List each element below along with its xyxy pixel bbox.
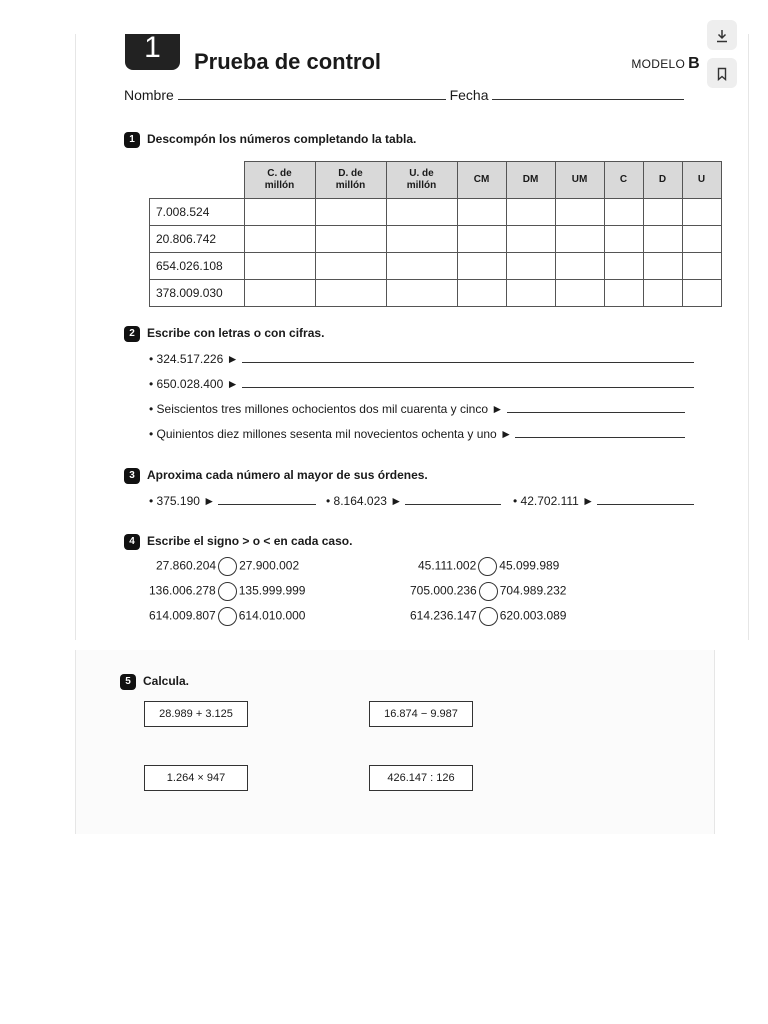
compare-b: 620.003.089	[499, 608, 567, 623]
compare-a: 705.000.236	[410, 583, 477, 598]
q3-item-text: • 375.190 ►	[149, 494, 216, 508]
calc-operation: 426.147 : 126	[369, 765, 473, 791]
comparison-pair	[410, 582, 566, 601]
row-number: 20.806.742	[150, 226, 245, 253]
q2-item-text: • Quinientos diez millones sesenta mil novecientos ochenta y uno ►	[149, 427, 512, 441]
table-cell[interactable]	[506, 199, 555, 226]
col-header: U	[682, 162, 721, 199]
question-number: 3	[124, 468, 140, 484]
question-1	[124, 132, 416, 148]
sign-circle[interactable]	[218, 557, 237, 576]
table-row	[150, 280, 722, 307]
q2-item	[149, 427, 685, 441]
q3-item	[326, 494, 501, 508]
table-cell[interactable]	[604, 226, 643, 253]
comparison-pair	[149, 582, 305, 601]
q2-item-text: • 324.517.226 ►	[149, 352, 239, 366]
table-cell[interactable]	[315, 199, 386, 226]
download-button[interactable]	[707, 20, 737, 50]
question-number: 4	[124, 534, 140, 550]
table-cell[interactable]	[682, 253, 721, 280]
question-4	[124, 534, 352, 550]
table-cell[interactable]	[315, 253, 386, 280]
q3-item-text: • 8.164.023 ►	[326, 494, 403, 508]
col-header: C. de millón	[244, 162, 315, 199]
table-cell[interactable]	[386, 226, 457, 253]
modelo-value: B	[688, 55, 700, 72]
compare-b: 27.900.002	[239, 558, 300, 573]
q2-item	[149, 352, 694, 366]
q2-item-text: • Seiscientos tres millones ochocientos dos mil cuarenta y cinco ►	[149, 402, 504, 416]
table-cell[interactable]	[244, 253, 315, 280]
answer-line[interactable]	[507, 402, 685, 413]
answer-line[interactable]	[405, 494, 501, 505]
table-cell[interactable]	[315, 226, 386, 253]
col-header: U. de millón	[386, 162, 457, 199]
comparison-pair	[149, 607, 305, 626]
sign-circle[interactable]	[479, 582, 498, 601]
decomposition-table	[149, 161, 722, 307]
table-header-row	[150, 162, 722, 199]
question-5	[120, 674, 189, 690]
nombre-label: Nombre	[124, 87, 174, 103]
table-cell[interactable]	[457, 280, 506, 307]
compare-b: 704.989.232	[499, 583, 567, 598]
question-number: 2	[124, 326, 140, 342]
question-instruction: Descompón los números completando la tabla.	[147, 132, 417, 147]
compare-b: 135.999.999	[238, 583, 306, 598]
table-cell[interactable]	[643, 199, 682, 226]
question-instruction: Aproxima cada número al mayor de sus órdenes.	[147, 468, 428, 483]
col-header: UM	[555, 162, 604, 199]
table-cell[interactable]	[457, 199, 506, 226]
modelo-label	[631, 55, 700, 73]
compare-a: 45.111.002	[418, 558, 477, 573]
sign-circle[interactable]	[218, 607, 237, 626]
worksheet-page-1	[75, 34, 749, 640]
table-cell[interactable]	[457, 253, 506, 280]
col-header: C	[604, 162, 643, 199]
comparison-pair	[410, 607, 566, 626]
table-cell[interactable]	[244, 226, 315, 253]
question-3	[124, 468, 428, 484]
table-cell[interactable]	[643, 280, 682, 307]
table-cell[interactable]	[604, 280, 643, 307]
nombre-blank[interactable]	[178, 87, 446, 100]
table-cell[interactable]	[682, 199, 721, 226]
name-date-line	[124, 87, 694, 103]
col-header: D. de millón	[315, 162, 386, 199]
answer-line[interactable]	[242, 352, 694, 363]
answer-line[interactable]	[218, 494, 316, 505]
table-cell[interactable]	[386, 280, 457, 307]
calc-operation: 1.264 × 947	[144, 765, 248, 791]
comparison-pair	[156, 557, 299, 576]
calc-operation: 16.874 − 9.987	[369, 701, 473, 727]
table-cell[interactable]	[506, 253, 555, 280]
bookmark-button[interactable]	[707, 58, 737, 88]
sign-circle[interactable]	[479, 607, 498, 626]
table-cell[interactable]	[315, 280, 386, 307]
header-blank	[150, 162, 245, 199]
comparison-pair	[418, 557, 559, 576]
q3-item	[513, 494, 694, 508]
modelo-text: MODELO	[631, 57, 686, 71]
table-row	[150, 226, 722, 253]
table-cell[interactable]	[555, 253, 604, 280]
col-header: DM	[506, 162, 555, 199]
table-cell[interactable]	[506, 280, 555, 307]
table-cell[interactable]	[643, 226, 682, 253]
question-instruction: Escribe el signo > o < en cada caso.	[147, 534, 353, 549]
calc-operation: 28.989 + 3.125	[144, 701, 248, 727]
answer-line[interactable]	[515, 427, 685, 438]
table-cell[interactable]	[555, 280, 604, 307]
row-number: 654.026.108	[150, 253, 245, 280]
compare-a: 614.009.807	[149, 608, 216, 623]
sign-circle[interactable]	[478, 557, 497, 576]
unit-number-badge: 1	[125, 34, 180, 70]
bookmark-icon	[715, 67, 729, 81]
table-cell[interactable]	[386, 199, 457, 226]
fecha-blank[interactable]	[492, 87, 684, 100]
question-number: 5	[120, 674, 136, 690]
table-row	[150, 253, 722, 280]
answer-line[interactable]	[597, 494, 694, 505]
compare-b: 45.099.989	[499, 558, 560, 573]
table-cell[interactable]	[506, 226, 555, 253]
question-number: 1	[124, 132, 140, 148]
compare-b: 614.010.000	[238, 608, 306, 623]
table-cell[interactable]	[457, 226, 506, 253]
col-header: CM	[457, 162, 506, 199]
compare-a: 27.860.204	[156, 558, 217, 573]
compare-a: 136.006.278	[149, 583, 216, 598]
table-cell[interactable]	[555, 199, 604, 226]
table-cell[interactable]	[244, 280, 315, 307]
table-cell[interactable]	[604, 253, 643, 280]
q2-item-text: • 650.028.400 ►	[149, 377, 239, 391]
answer-line[interactable]	[242, 377, 694, 388]
row-number: 7.008.524	[150, 199, 245, 226]
table-cell[interactable]	[555, 226, 604, 253]
table-row	[150, 199, 722, 226]
question-2	[124, 326, 324, 342]
download-icon	[715, 29, 729, 43]
table-cell[interactable]	[682, 280, 721, 307]
table-cell[interactable]	[643, 253, 682, 280]
q2-item	[149, 402, 685, 416]
question-instruction: Escribe con letras o con cifras.	[147, 326, 325, 341]
q3-item-text: • 42.702.111 ►	[513, 494, 595, 508]
table-cell[interactable]	[386, 253, 457, 280]
question-instruction: Calcula.	[143, 674, 190, 689]
sign-circle[interactable]	[218, 582, 237, 601]
table-cell[interactable]	[682, 226, 721, 253]
table-cell[interactable]	[604, 199, 643, 226]
row-number: 378.009.030	[150, 280, 245, 307]
page-title: Prueba de control	[194, 49, 382, 74]
q3-item	[149, 494, 316, 508]
worksheet-page-2	[75, 650, 715, 834]
fecha-label: Fecha	[449, 87, 489, 103]
q2-item	[149, 377, 694, 391]
table-cell[interactable]	[244, 199, 315, 226]
compare-a: 614.236.147	[410, 608, 477, 623]
col-header: D	[643, 162, 682, 199]
